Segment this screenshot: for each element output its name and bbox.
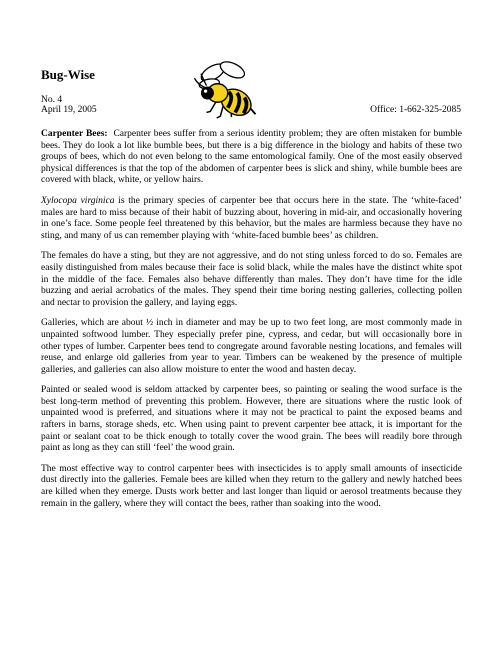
article-body [41, 129, 462, 519]
bee-icon [188, 56, 262, 130]
paragraph-1-text: Carpenter bees suffer from a serious identity problem; they are often mistaken for bumble bees. They do look a lot like bumble bees, but there is a big difference in the biology and habits of these two groups of bees, which do not even belong to the same entomological family. One of the most easily observed physical differences is that the top of the abdomen of carpenter bees is slick and shiny, while bumble bees are covered with black, white, or yellow hairs. [41, 129, 462, 186]
paragraph-5: Painted or sealed wood is seldom attacked by carpenter bees, so painting or sealing the wood surface is the best long-term method of preventing this problem. However, there are situations where the rustic look of unpainted wood is preferred, and situations where it may not be practical to paint the exposed beams and rafters in barns, storage sheds, etc. When using paint to prevent carpenter bee attack, it is important for the paint or sealant coat to be thick enough to totally cover the wood grain. The bees will readily bore through paint as long as they can still ‘feel’ the wood grain. [41, 385, 462, 454]
paragraph-2 [41, 196, 462, 242]
species-name: Xylocopa virginica [41, 195, 115, 206]
meta-row [41, 105, 461, 115]
issue-number: No. 4 [41, 95, 63, 105]
office-phone: Office: 1-662-325-2085 [370, 105, 461, 115]
paragraph-1 [41, 129, 462, 187]
paragraph-4: Galleries, which are about ½ inch in diameter and may be up to two feet long, are most commonly made in unpainted softwood lumber. They especially prefer pine, cypress, and cedar, but will occasionally bore in other types of lumber. Carpenter bees tend to congregate around favorable nesting locations, and females will reuse, and enlarge old galleries from year to year. Timbers can be weakened by the presence of multiple galleries, and galleries can also allow moisture to enter the wood and hasten decay. [41, 318, 462, 375]
newsletter-title: Bug-Wise [41, 67, 95, 82]
issue-date: April 19, 2005 [41, 105, 97, 115]
lead-label: Carpenter Bees: [41, 129, 108, 139]
paragraph-2-text: is the primary species of carpenter bee that occurs here in the state. The ‘white-faced’ males are hard to miss because of their habit of buzzing about, hovering in mid-air, and occasionally hovering in one’s face. Some people feel threatened by this behavior, but the males are harmless because they have no sting, and many of us can remember playing with ‘white-faced bumble bees’ as children. [41, 195, 462, 241]
paragraph-3: The females do have a sting, but they are not aggressive, and do not sting unless forced to do so. Females are easily distinguished from males because their face is solid black, while the males have the distinct white spot in the middle of the face. Females also behave differently than males. They don’t have time for the idle buzzing and aerial acrobatics of the males. They spend their time boring nesting galleries, collecting pollen and nectar to provision the gallery, and laying eggs. [41, 251, 462, 308]
paragraph-6: The most effective way to control carpenter bees with insecticides is to apply small amounts of insecticide dust directly into the galleries. Female bees are killed when they return to the gallery and newly hatched bees are killed when they emerge. Dusts work better and last longer than liquid or aerosol treatments because they remain in the gallery, where they will contact the bees, rather than soaking into the wood. [41, 463, 462, 509]
